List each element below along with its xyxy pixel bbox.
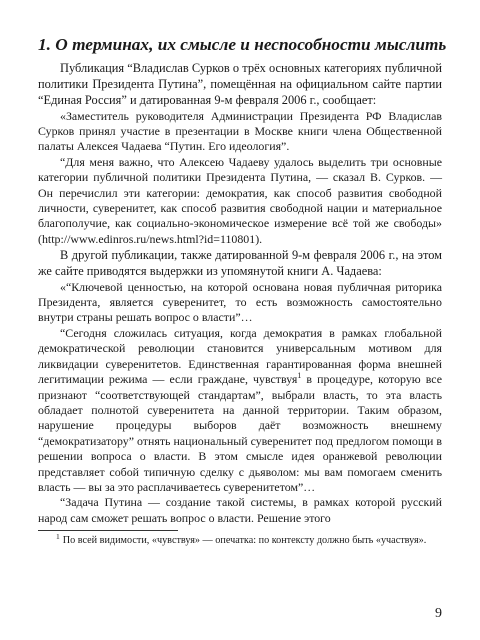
body-text xyxy=(38,60,442,526)
footnote-reference: 1 xyxy=(297,371,302,381)
quote-situation-text-b: в процедуре, которую все признают “соответствующей стандартам”, выбрали власть, то эта власть обладает полнотой суверенитета на данной территории. Таким образом, нарушение процедуры выборов даёт возможность внешнему “демократизатору” отнять национальный суверенитет под предлогом помощи в решении вопроса о власти. В этом смысле идея оранжевой революции представляет собой типичную сделку с дьяволом: мы вам помогаем сменить власть — вы за это расплачиваетесь суверенитетом”… xyxy=(38,372,442,494)
paragraph-second-publication: В другой публикации, также датированной 9-м февраля 2006 г., на этом же сайте приводятся выдержки из упомянутой книги А. Чадаева: xyxy=(38,248,442,279)
paragraph-intro: Публикация “Владислав Сурков о трёх основных категориях публичной политики Президента Путина”, помещённая на официальном сайте партии “Единая Россия” и датированная 9-м февраля 2006 г., сообщает: xyxy=(38,61,442,108)
paragraph-quote-situation xyxy=(38,326,442,495)
paragraph-quote-categories: “Для меня важно, что Алексею Чадаеву удалось выделить три основные категории публичной политики Президента Путина, — сказал В. Сурков. — Он перечислил эти категории: демократия, как способ развития свободной личности, суверенитет, как способ развития свободной нации и материальное благополучие, как социально-экономическое измерение всё той же свободы» (http://www.edinros.ru/news.html?id=110801). xyxy=(38,154,442,246)
footnote-text: По всей видимости, «чувствуя» — опечатка: по контексту должно быть «участвуя». xyxy=(62,535,427,547)
paragraph-quote-task: “Задача Путина — создание такой системы, в рамках которой русский народ сам сможет решать вопрос о власти. Решение этого xyxy=(38,495,442,525)
quote-situation-text-a: “Сегодня сложилась ситуация, когда демократия в рамках глобальной демократической революции становится универсальным мотивом для ликвидации суверенитетов. Единственная гарантированная форма внешней легитимации режима — если граждане, чувствуя xyxy=(38,325,442,387)
footnote-mark: 1 xyxy=(56,531,60,541)
paragraph-quote-key-value: «“Ключевой ценностью, на которой основана новая публичная риторика Президента, является суверенитет, то есть возможность самостоятельно внутри страны решать вопрос о власти”… xyxy=(38,279,442,325)
paragraph-quote-surkov: «Заместитель руководителя Администрации Президента РФ Владислав Сурков принял участие в презентации в Москве книги члена Общественной палаты Алексея Чадаева “Путин. Его идеология”. xyxy=(38,108,442,154)
page-number: 9 xyxy=(435,606,442,621)
footnote xyxy=(38,531,442,548)
section-heading: 1. О терминах, их смысле и неспособности мыслить xyxy=(38,35,447,54)
